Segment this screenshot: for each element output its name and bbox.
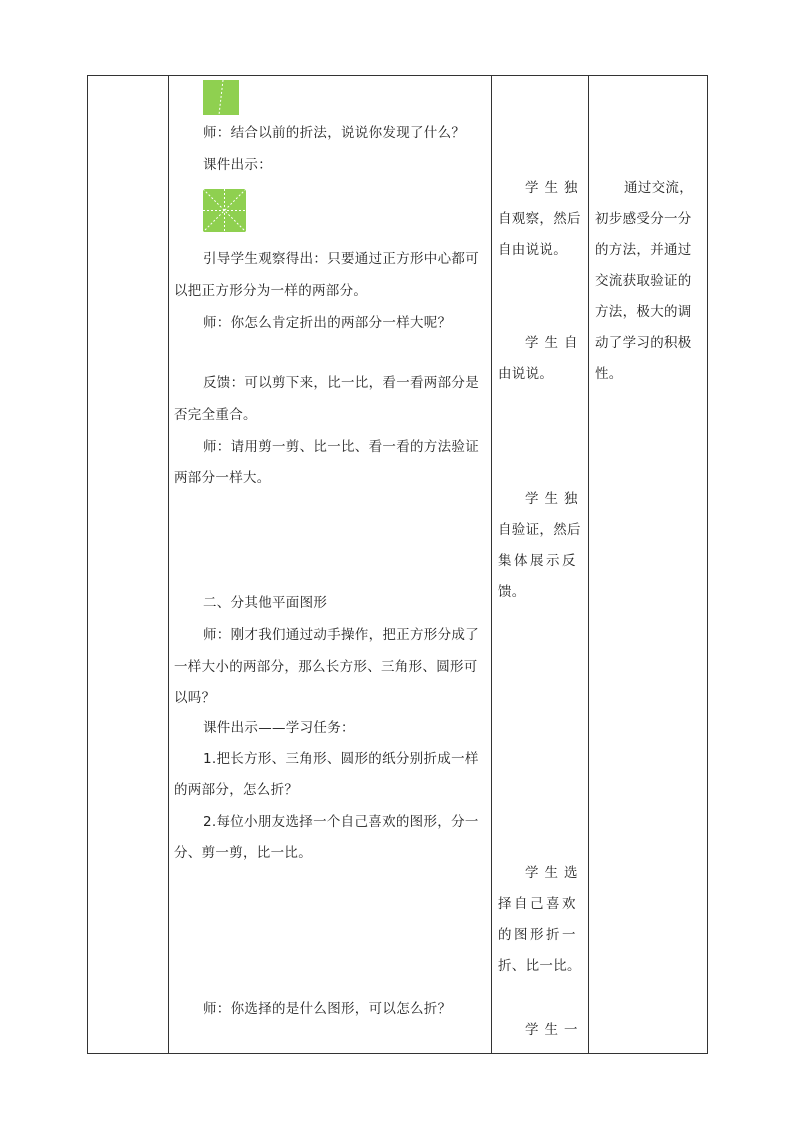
folded-square-all-lines-image [203, 189, 246, 232]
purpose-text-4: 交流获取验证的 [595, 273, 692, 289]
student-text-10: 学生选 [525, 865, 584, 881]
task-2-line-2: 分、剪一剪，比一比。 [174, 845, 312, 861]
diagonal-fold-line-icon [203, 80, 239, 115]
feedback-line-1: 反馈：可以剪下来，比一比，看一看两部分是 [203, 375, 479, 391]
teacher-line-4c: 以吗？ [174, 690, 216, 706]
student-text-13: 折、比一比。 [498, 958, 581, 974]
purpose-text-7: 性。 [595, 366, 623, 382]
column-divider-2 [491, 75, 492, 1054]
table-top-border [87, 75, 708, 76]
column-divider-1 [168, 75, 169, 1054]
purpose-text-2: 初步感受分一分 [595, 211, 692, 227]
student-text-9: 馈。 [498, 584, 526, 600]
courseware-label-1: 课件出示： [203, 157, 272, 173]
guide-line-1: 引导学生观察得出：只要通过正方形中心都可 [203, 251, 479, 267]
purpose-text-5: 方法，极大的调 [595, 304, 692, 320]
teacher-line-4b: 一样大小的两部分，那么长方形、三角形、圆形可 [174, 659, 478, 675]
purpose-text-6: 动了学习的积极 [595, 335, 692, 351]
student-text-2: 自观察，然后 [498, 211, 581, 227]
student-text-8: 集体展示反 [498, 553, 578, 569]
teacher-line-3: 师：请用剪一剪、比一比、看一看的方法验证 [203, 439, 479, 455]
task-2-line-1: 2.每位小朋友选择一个自己喜欢的图形，分一 [203, 814, 479, 830]
student-text-5: 由说说。 [498, 366, 554, 382]
task-1-line-1: 1.把长方形、三角形、圆形的纸分别折成一样 [203, 751, 479, 767]
teacher-line-5: 师：你选择的是什么图形，可以怎么折？ [203, 1001, 452, 1017]
fold-lines-icon [203, 189, 246, 232]
student-text-6: 学生独 [525, 491, 584, 507]
teacher-line-2: 师：你怎么肯定折出的两部分一样大呢？ [203, 315, 452, 331]
column-divider-3 [588, 75, 589, 1054]
student-text-7: 自验证，然后 [498, 522, 581, 538]
table-bottom-border [87, 1053, 708, 1054]
table-left-border [87, 75, 88, 1054]
student-text-3: 自由说说。 [498, 242, 567, 258]
guide-line-2: 以把正方形分为一样的两部分。 [174, 283, 368, 299]
student-text-1: 学生独 [525, 180, 584, 196]
feedback-line-2: 否完全重合。 [174, 407, 257, 423]
student-text-4: 学生自 [525, 335, 584, 351]
teacher-line-1: 师：结合以前的折法，说说你发现了什么？ [203, 125, 466, 141]
student-text-11: 择自己喜欢 [498, 896, 578, 912]
teacher-line-4: 师：刚才我们通过动手操作，把正方形分成了 [203, 627, 479, 643]
courseware-label-2: 课件出示——学习任务： [203, 720, 355, 736]
table-right-border [707, 75, 708, 1054]
student-text-14: 学生一 [525, 1022, 584, 1038]
teacher-line-3b: 两部分一样大。 [174, 470, 271, 486]
section-heading-2: 二、分其他平面图形 [203, 595, 328, 611]
purpose-text-3: 的方法，并通过 [595, 242, 692, 258]
folded-square-diagonal-image [203, 80, 239, 115]
task-1-line-2: 的两部分，怎么折？ [174, 782, 299, 798]
purpose-text-1: 通过交流， [624, 180, 693, 196]
student-text-12: 的图形折一 [498, 927, 578, 943]
